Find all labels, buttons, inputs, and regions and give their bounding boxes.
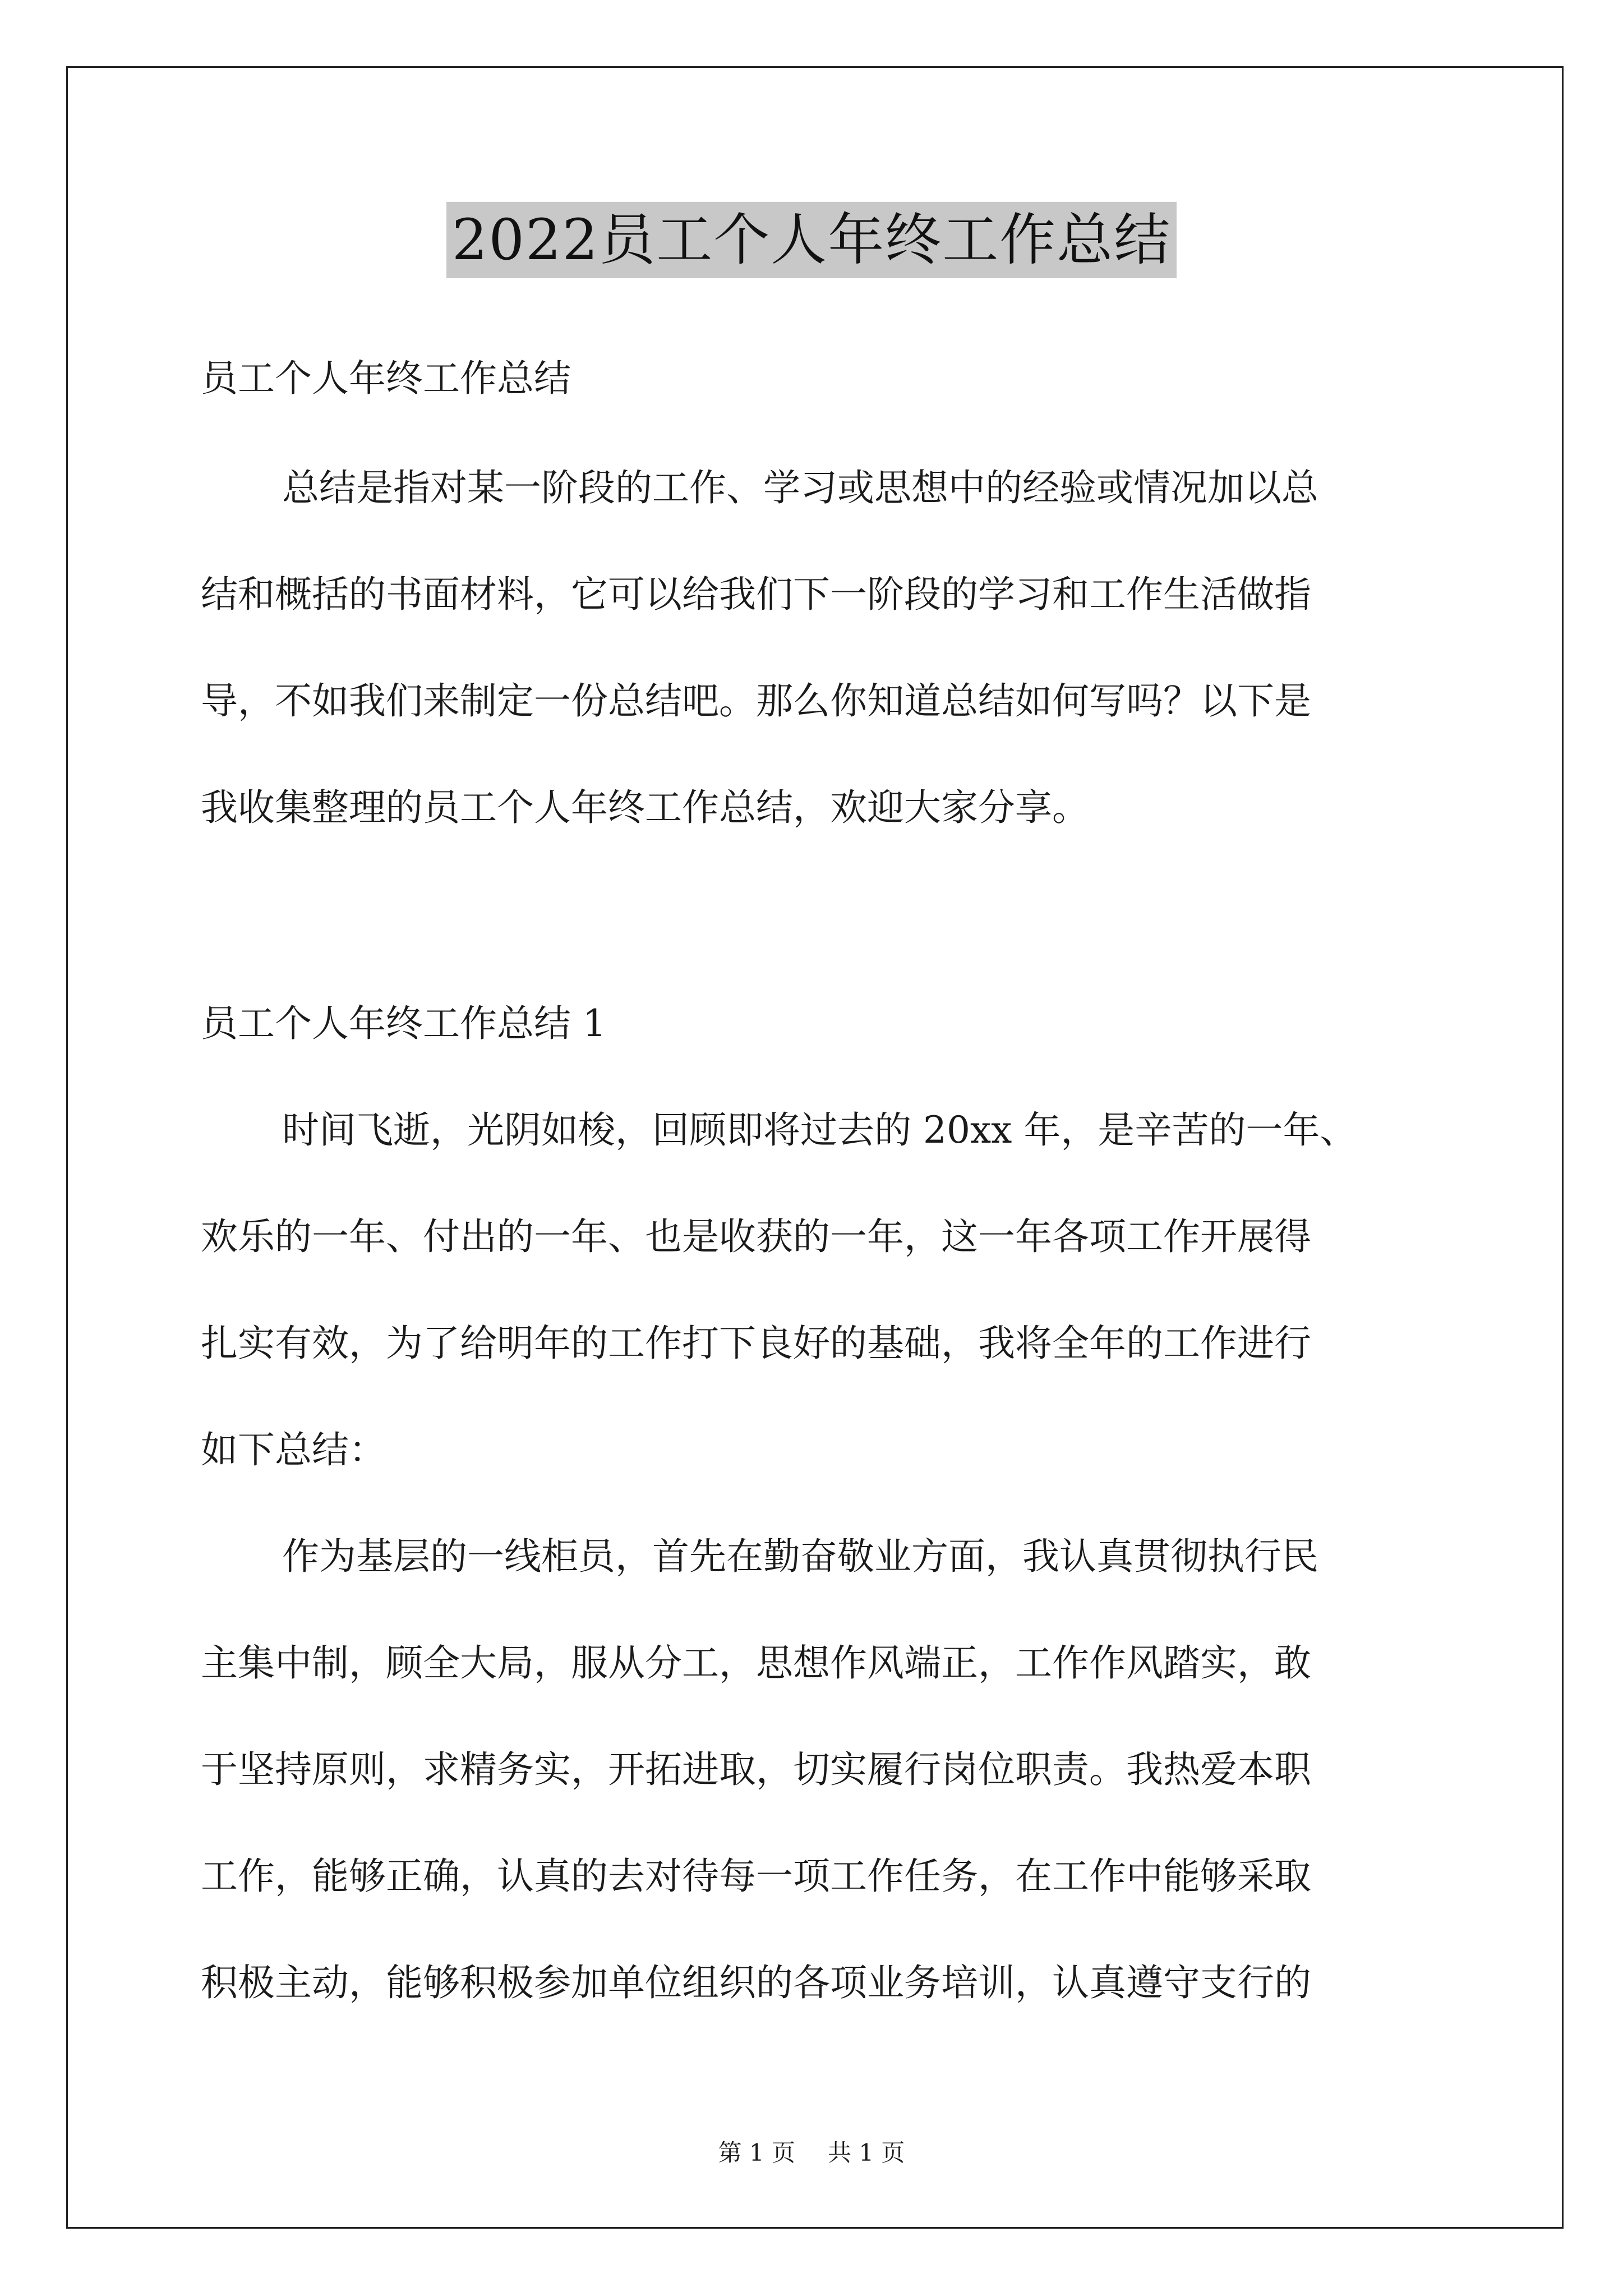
paragraph-line: 导，不如我们来制定一份总结吧。那么你知道总结如何写吗？以下是 bbox=[201, 679, 1311, 723]
page-footer bbox=[0, 2137, 1623, 2169]
paragraph-line: 我收集整理的员工个人年终工作总结，欢迎大家分享。 bbox=[201, 786, 1089, 829]
paragraph-line: 扎实有效，为了给明年的工作打下良好的基础，我将全年的工作进行 bbox=[201, 1322, 1311, 1365]
paragraph-line: 总结是指对某一阶段的工作、学习或思想中的经验或情况加以总 bbox=[282, 466, 1318, 509]
title-wrapper bbox=[0, 202, 1623, 278]
paragraph-line: 如下总结： bbox=[201, 1428, 386, 1471]
subtitle: 员工个人年终工作总结 bbox=[201, 357, 571, 400]
document-title: 2022员工个人年终工作总结 bbox=[446, 202, 1177, 278]
paragraph-line: 欢乐的一年、付出的一年、也是收获的一年，这一年各项工作开展得 bbox=[201, 1215, 1311, 1258]
page-total: 共 1 页 bbox=[828, 2139, 905, 2166]
section-heading: 员工个人年终工作总结 1 bbox=[201, 1002, 606, 1045]
page-number: 第 1 页 bbox=[718, 2139, 795, 2166]
paragraph-line: 工作，能够正确，认真的去对待每一项工作任务，在工作中能够采取 bbox=[201, 1855, 1311, 1898]
paragraph-line: 作为基层的一线柜员，首先在勤奋敬业方面，我认真贯彻执行民 bbox=[282, 1535, 1318, 1578]
paragraph-line: 积极主动，能够积极参加单位组织的各项业务培训，认真遵守支行的 bbox=[201, 1961, 1311, 2004]
paragraph-line: 主集中制，顾全大局，服从分工，思想作风端正，工作作风踏实，敢 bbox=[201, 1641, 1311, 1685]
paragraph-line: 于坚持原则，求精务实，开拓进取，切实履行岗位职责。我热爱本职 bbox=[201, 1748, 1311, 1791]
paragraph-line: 时间飞逝，光阴如梭，回顾即将过去的 20xx 年，是辛苦的一年、 bbox=[282, 1108, 1357, 1152]
paragraph-line: 结和概括的书面材料，它可以给我们下一阶段的学习和工作生活做指 bbox=[201, 573, 1311, 616]
